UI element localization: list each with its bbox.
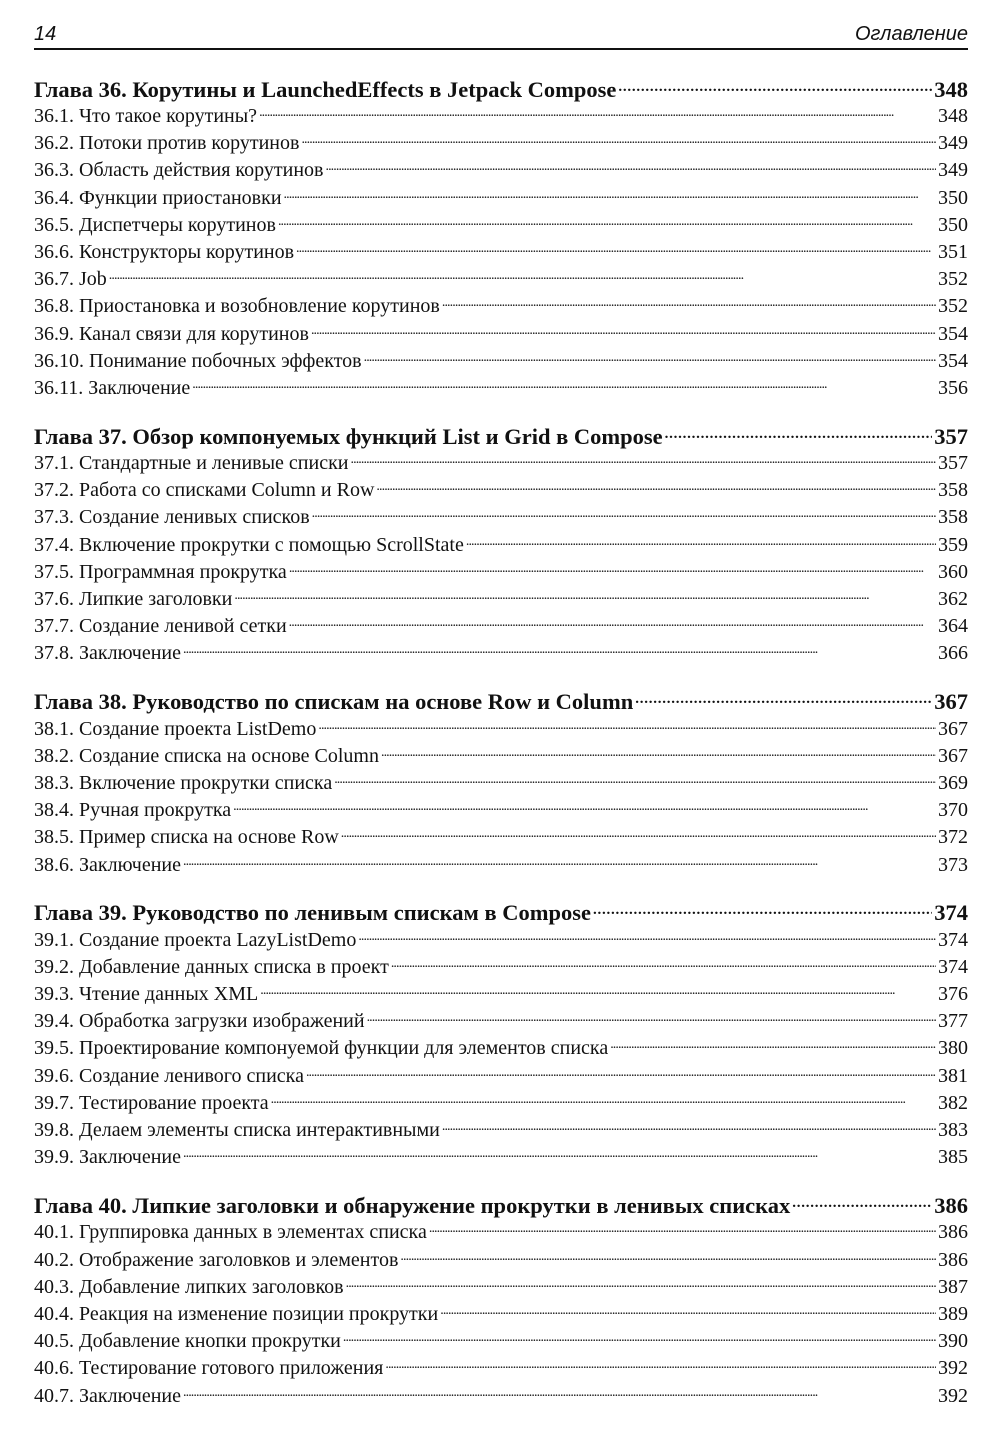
- dot-leader: [259, 102, 936, 122]
- toc-entry[interactable]: [34, 1354, 968, 1381]
- dot-leader: [183, 639, 936, 659]
- dot-leader: [192, 374, 936, 394]
- toc-entry-page: 350: [938, 213, 968, 236]
- dot-leader: [109, 265, 936, 285]
- dot-leader: [466, 531, 936, 551]
- toc-entry[interactable]: [34, 320, 968, 347]
- toc-entry[interactable]: [34, 1089, 968, 1116]
- toc-entry-page: 354: [938, 322, 968, 345]
- toc-entry-page: 377: [938, 1010, 968, 1033]
- toc-entry-label: 39.2. Добавление данных списка в проект: [34, 955, 389, 978]
- toc-entry-page: 352: [938, 268, 968, 291]
- toc-entry[interactable]: [34, 1062, 968, 1089]
- toc-entry-page: 383: [938, 1119, 968, 1141]
- toc-entry-label: 36.7. Job: [34, 268, 107, 291]
- dot-leader: [391, 953, 936, 973]
- toc-entry-page: 385: [938, 1146, 968, 1169]
- toc-entry-page: 386: [938, 1221, 968, 1244]
- dot-leader: [334, 769, 936, 789]
- toc-entry-page: 374: [938, 928, 968, 951]
- toc-entry-label: 37.3. Создание ленивых списков: [34, 506, 310, 529]
- toc-entry-page: 376: [938, 983, 968, 1006]
- dot-leader: [296, 238, 936, 258]
- toc-entry-label: 36.10. Понимание побочных эффектов: [34, 349, 362, 372]
- dot-leader: [278, 211, 936, 231]
- chapter-section: [34, 687, 968, 878]
- toc-entry-label: 39.9. Заключение: [34, 1146, 181, 1169]
- toc-entry-label: 37.6. Липкие заголовки: [34, 588, 233, 610]
- dot-leader: [233, 796, 936, 816]
- toc-entry-page: 359: [938, 533, 968, 556]
- toc-entry-page: 372: [938, 826, 968, 849]
- toc-entry-label: 36.2. Потоки против корутинов: [34, 132, 300, 155]
- dot-leader: [183, 851, 936, 871]
- toc-entry-label: 39.4. Обработка загрузки изображений: [34, 1010, 365, 1033]
- dot-leader: [376, 476, 936, 496]
- toc-entry-page: 386: [938, 1248, 968, 1271]
- page-header: [34, 18, 968, 50]
- toc-entry-label: 38.4. Ручная прокрутка: [34, 799, 232, 822]
- toc-entry[interactable]: [34, 1116, 968, 1143]
- toc-entry-label: 39.5. Проектирование компонуемой функции для элементов списка: [34, 1037, 609, 1060]
- dot-leader: [429, 1218, 936, 1238]
- dot-leader: [341, 823, 936, 843]
- toc-entry-page: 349: [938, 132, 968, 155]
- toc-entry[interactable]: [34, 558, 968, 585]
- toc-entry-page: 360: [938, 560, 968, 583]
- dot-leader: [260, 980, 936, 1000]
- chapter-title-label: Глава 37. Обзор компонуемых функций List и Grid в Compose: [34, 423, 663, 449]
- toc-entry[interactable]: [34, 1300, 968, 1327]
- toc-entry-page: 392: [938, 1357, 968, 1380]
- dot-leader: [234, 585, 936, 605]
- dot-leader: [442, 292, 936, 312]
- toc-entry-label: 40.1. Группировка данных в элементах списка: [34, 1221, 427, 1244]
- dot-leader: [610, 1034, 936, 1054]
- chapter-title[interactable]: [34, 898, 968, 926]
- dot-leader: [284, 184, 936, 204]
- chapter-title[interactable]: [34, 74, 968, 102]
- toc-entry[interactable]: [34, 1327, 968, 1354]
- running-title: Оглавление: [854, 23, 968, 45]
- dot-leader: [618, 74, 932, 97]
- toc-entry-page: 367: [938, 744, 968, 767]
- toc-entry-label: 40.4. Реакция на изменение позиции прокрутки: [34, 1302, 439, 1325]
- toc-entry-page: 358: [938, 506, 968, 529]
- toc-entry[interactable]: [34, 476, 968, 503]
- toc-entry-page: 382: [938, 1091, 968, 1114]
- dot-leader: [312, 503, 936, 523]
- toc-entry-label: 37.2. Работа со списками Column и Row: [34, 479, 375, 502]
- chapter-section: [34, 421, 968, 667]
- toc-entry[interactable]: [34, 851, 968, 878]
- toc-entry[interactable]: [34, 980, 968, 1007]
- toc-entry-label: 37.4. Включение прокрутки с помощью ScrollState: [34, 533, 464, 556]
- toc-entry-page: 366: [938, 642, 968, 665]
- toc-entry-page: 390: [938, 1330, 968, 1353]
- toc-entry-page: 357: [938, 452, 968, 475]
- toc-entry[interactable]: [34, 1034, 968, 1061]
- toc-entry-page: 362: [938, 588, 968, 610]
- dot-leader: [318, 715, 936, 735]
- dot-leader: [346, 1273, 936, 1293]
- toc-entry-label: 36.9. Канал связи для корутинов: [34, 322, 309, 345]
- dot-leader: [442, 1116, 936, 1136]
- toc-entry[interactable]: [34, 612, 968, 639]
- toc-entry[interactable]: [34, 742, 968, 769]
- toc-entry-page: 369: [938, 771, 968, 794]
- dot-leader: [792, 1190, 932, 1213]
- toc-entry[interactable]: [34, 531, 968, 558]
- toc-entry[interactable]: [34, 347, 968, 374]
- toc-entry-label: 38.2. Создание списка на основе Column: [34, 744, 379, 767]
- toc-entry[interactable]: [34, 953, 968, 980]
- chapter-title-page: 367: [934, 689, 968, 715]
- toc-entry-label: 36.11. Заключение: [34, 376, 191, 399]
- dot-leader: [311, 320, 936, 340]
- toc-entry-label: 36.1. Что такое корутины?: [34, 105, 258, 127]
- toc-entry-label: 38.5. Пример списка на основе Row: [34, 826, 339, 849]
- toc-entry[interactable]: [34, 1218, 968, 1245]
- toc-entry-page: 389: [938, 1302, 968, 1325]
- toc-entry-label: 40.3. Добавление липких заголовков: [34, 1275, 344, 1298]
- toc-entry-label: 37.1. Стандартные и ленивые списки: [34, 452, 349, 475]
- toc-entry-page: 351: [938, 240, 968, 263]
- dot-leader: [358, 926, 936, 946]
- dot-leader: [183, 1382, 936, 1402]
- toc-entry-page: 364: [938, 615, 968, 638]
- toc-entry-label: 40.6. Тестирование готового приложения: [34, 1357, 384, 1380]
- toc-entry-label: 38.6. Заключение: [34, 853, 181, 876]
- toc-entry-label: 40.5. Добавление кнопки прокрутки: [34, 1330, 341, 1353]
- toc-entry-label: 40.2. Отображение заголовков и элементов: [34, 1248, 399, 1271]
- toc-entry-label: 39.6. Создание ленивого списка: [34, 1064, 304, 1087]
- toc-entry-label: 38.3. Включение прокрутки списка: [34, 771, 333, 794]
- chapter-section: [34, 898, 968, 1171]
- toc-entry-page: 373: [938, 853, 968, 876]
- toc-entry-page: 370: [938, 799, 968, 822]
- toc-entry[interactable]: [34, 374, 968, 401]
- toc-entry-page: 348: [938, 105, 968, 127]
- dot-leader: [385, 1354, 936, 1374]
- chapter-section: [34, 1190, 968, 1408]
- toc-entry-page: 352: [938, 295, 968, 318]
- toc-entry[interactable]: [34, 1143, 968, 1170]
- toc-entry-label: 39.1. Создание проекта LazyListDemo: [34, 928, 357, 951]
- toc-entry[interactable]: [34, 639, 968, 666]
- toc-entry[interactable]: [34, 211, 968, 238]
- chapter-title-page: 374: [934, 900, 968, 926]
- toc-entry[interactable]: [34, 796, 968, 823]
- toc-entry[interactable]: [34, 156, 968, 183]
- toc-entry-label: 36.5. Диспетчеры корутинов: [34, 213, 276, 236]
- toc-entry[interactable]: [34, 102, 968, 129]
- chapter-title-page: 357: [934, 423, 968, 449]
- dot-leader: [440, 1300, 936, 1320]
- toc-entry-label: 36.8. Приостановка и возобновление корутинов: [34, 295, 440, 318]
- dot-leader: [381, 742, 936, 762]
- chapter-title-page: 386: [934, 1192, 968, 1218]
- toc-entry[interactable]: [34, 1273, 968, 1300]
- toc-entry-label: 37.7. Создание ленивой сетки: [34, 615, 287, 638]
- toc-entry-page: 354: [938, 349, 968, 372]
- toc-entry-page: 356: [938, 376, 968, 399]
- dot-leader: [351, 449, 937, 469]
- toc-entry[interactable]: [34, 292, 968, 319]
- toc-entry[interactable]: [34, 184, 968, 211]
- toc-entry-label: 36.4. Функции приостановки: [34, 186, 282, 209]
- toc-entry-page: 349: [938, 159, 968, 182]
- chapter-title[interactable]: [34, 421, 968, 449]
- chapter-title[interactable]: [34, 1190, 968, 1218]
- chapter-title-label: Глава 40. Липкие заголовки и обнаружение прокрутки в ленивых списках: [34, 1192, 791, 1218]
- dot-leader: [325, 156, 936, 176]
- toc-entry[interactable]: [34, 715, 968, 742]
- toc-entry-page: 367: [938, 717, 968, 740]
- toc-entry[interactable]: [34, 503, 968, 530]
- toc-entry[interactable]: [34, 449, 968, 476]
- toc-entry-page: 350: [938, 186, 968, 209]
- toc-entry[interactable]: [34, 926, 968, 953]
- table-of-contents: [34, 74, 968, 1409]
- toc-entry[interactable]: [34, 238, 968, 265]
- toc-entry[interactable]: [34, 585, 968, 612]
- toc-entry-label: 38.1. Создание проекта ListDemo: [34, 717, 317, 740]
- chapter-title[interactable]: [34, 687, 968, 715]
- toc-entry-label: 36.3. Область действия корутинов: [34, 159, 324, 182]
- dot-leader: [183, 1143, 936, 1163]
- dot-leader: [289, 558, 936, 578]
- toc-entry[interactable]: [34, 769, 968, 796]
- toc-entry-label: 36.6. Конструкторы корутинов: [34, 240, 295, 263]
- dot-leader: [289, 612, 936, 632]
- dot-leader: [301, 129, 936, 149]
- dot-leader: [635, 687, 932, 710]
- dot-leader: [306, 1062, 936, 1082]
- toc-entry-page: 358: [938, 479, 968, 502]
- dot-leader: [271, 1089, 936, 1109]
- chapter-title-label: Глава 36. Корутины и LaunchedEffects в Jetpack Compose: [34, 76, 617, 102]
- page-number: 14: [34, 23, 57, 45]
- toc-entry[interactable]: [34, 265, 968, 292]
- toc-entry-label: 39.7. Тестирование проекта: [34, 1091, 269, 1114]
- dot-leader: [364, 347, 936, 367]
- toc-entry-label: 39.8. Делаем элементы списка интерактивными: [34, 1119, 440, 1141]
- toc-entry-label: 40.7. Заключение: [34, 1384, 181, 1407]
- toc-entry-label: 37.5. Программная прокрутка: [34, 560, 287, 583]
- toc-entry-page: 380: [938, 1037, 968, 1060]
- toc-entry-page: 381: [938, 1064, 968, 1087]
- toc-page: [34, 18, 968, 1409]
- toc-entry[interactable]: [34, 1246, 968, 1273]
- dot-leader: [593, 898, 932, 921]
- toc-entry[interactable]: [34, 1007, 968, 1034]
- dot-leader: [367, 1007, 936, 1027]
- dot-leader: [343, 1327, 936, 1347]
- toc-entry-page: 387: [938, 1275, 968, 1298]
- chapter-title-label: Глава 38. Руководство по спискам на основе Row и Column: [34, 689, 634, 715]
- chapter-section: [34, 74, 968, 401]
- toc-entry[interactable]: [34, 1382, 968, 1409]
- toc-entry-page: 374: [938, 955, 968, 978]
- chapter-title-page: 348: [934, 76, 968, 102]
- toc-entry-label: 39.3. Чтение данных XML: [34, 983, 259, 1006]
- toc-entry-label: 37.8. Заключение: [34, 642, 181, 665]
- toc-entry[interactable]: [34, 823, 968, 850]
- dot-leader: [400, 1246, 936, 1266]
- toc-entry[interactable]: [34, 129, 968, 156]
- chapter-title-label: Глава 39. Руководство по ленивым спискам в Compose: [34, 900, 591, 926]
- dot-leader: [665, 421, 933, 444]
- toc-entry-page: 392: [938, 1384, 968, 1407]
